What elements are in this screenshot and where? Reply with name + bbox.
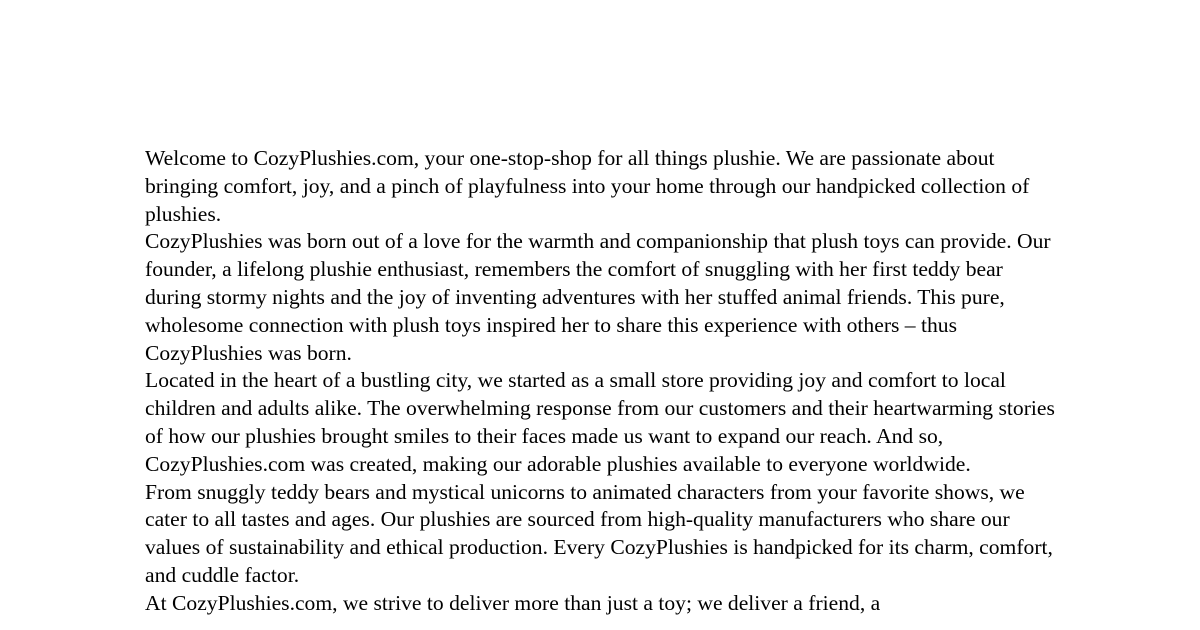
paragraph-mission: At CozyPlushies.com, we strive to deliver more than just a toy; we deliver a friend, a — [145, 590, 881, 615]
paragraph-origin: CozyPlushies was born out of a love for the warmth and companionship that plush toys can provide. Our founder, a lifelong plushie enthusiast, remembers the comfort of snuggling with her first teddy bear during stormy nights and the joy of inventing adventures with her stuffed animal friends. This pure, wholesome connection with plush toys inspired her to share this experience with others – thus CozyPlushies was born. — [145, 229, 1051, 365]
paragraph-products: From snuggly teddy bears and mystical unicorns to animated characters from your favorite shows, we cater to all tastes and ages. Our plushies are sourced from high-quality manufacturers who share our values of sustainability and ethical production. Every CozyPlushies is handpicked for its charm, comfort, and cuddle factor. — [145, 479, 1053, 587]
document-body — [145, 145, 1055, 618]
paragraph-welcome: Welcome to CozyPlushies.com, your one-stop-shop for all things plushie. We are passionate about bringing comfort, joy, and a pinch of playfulness into your home through our handpicked collection of plushies. — [145, 146, 1030, 226]
paragraph-location: Located in the heart of a bustling city, we started as a small store providing joy and comfort to local children and adults alike. The overwhelming response from our customers and their heartwarming stories of how our plushies brought smiles to their faces made us want to expand our reach. And so, CozyPlushies.com was created, making our adorable plushies available to everyone worldwide. — [145, 368, 1055, 476]
